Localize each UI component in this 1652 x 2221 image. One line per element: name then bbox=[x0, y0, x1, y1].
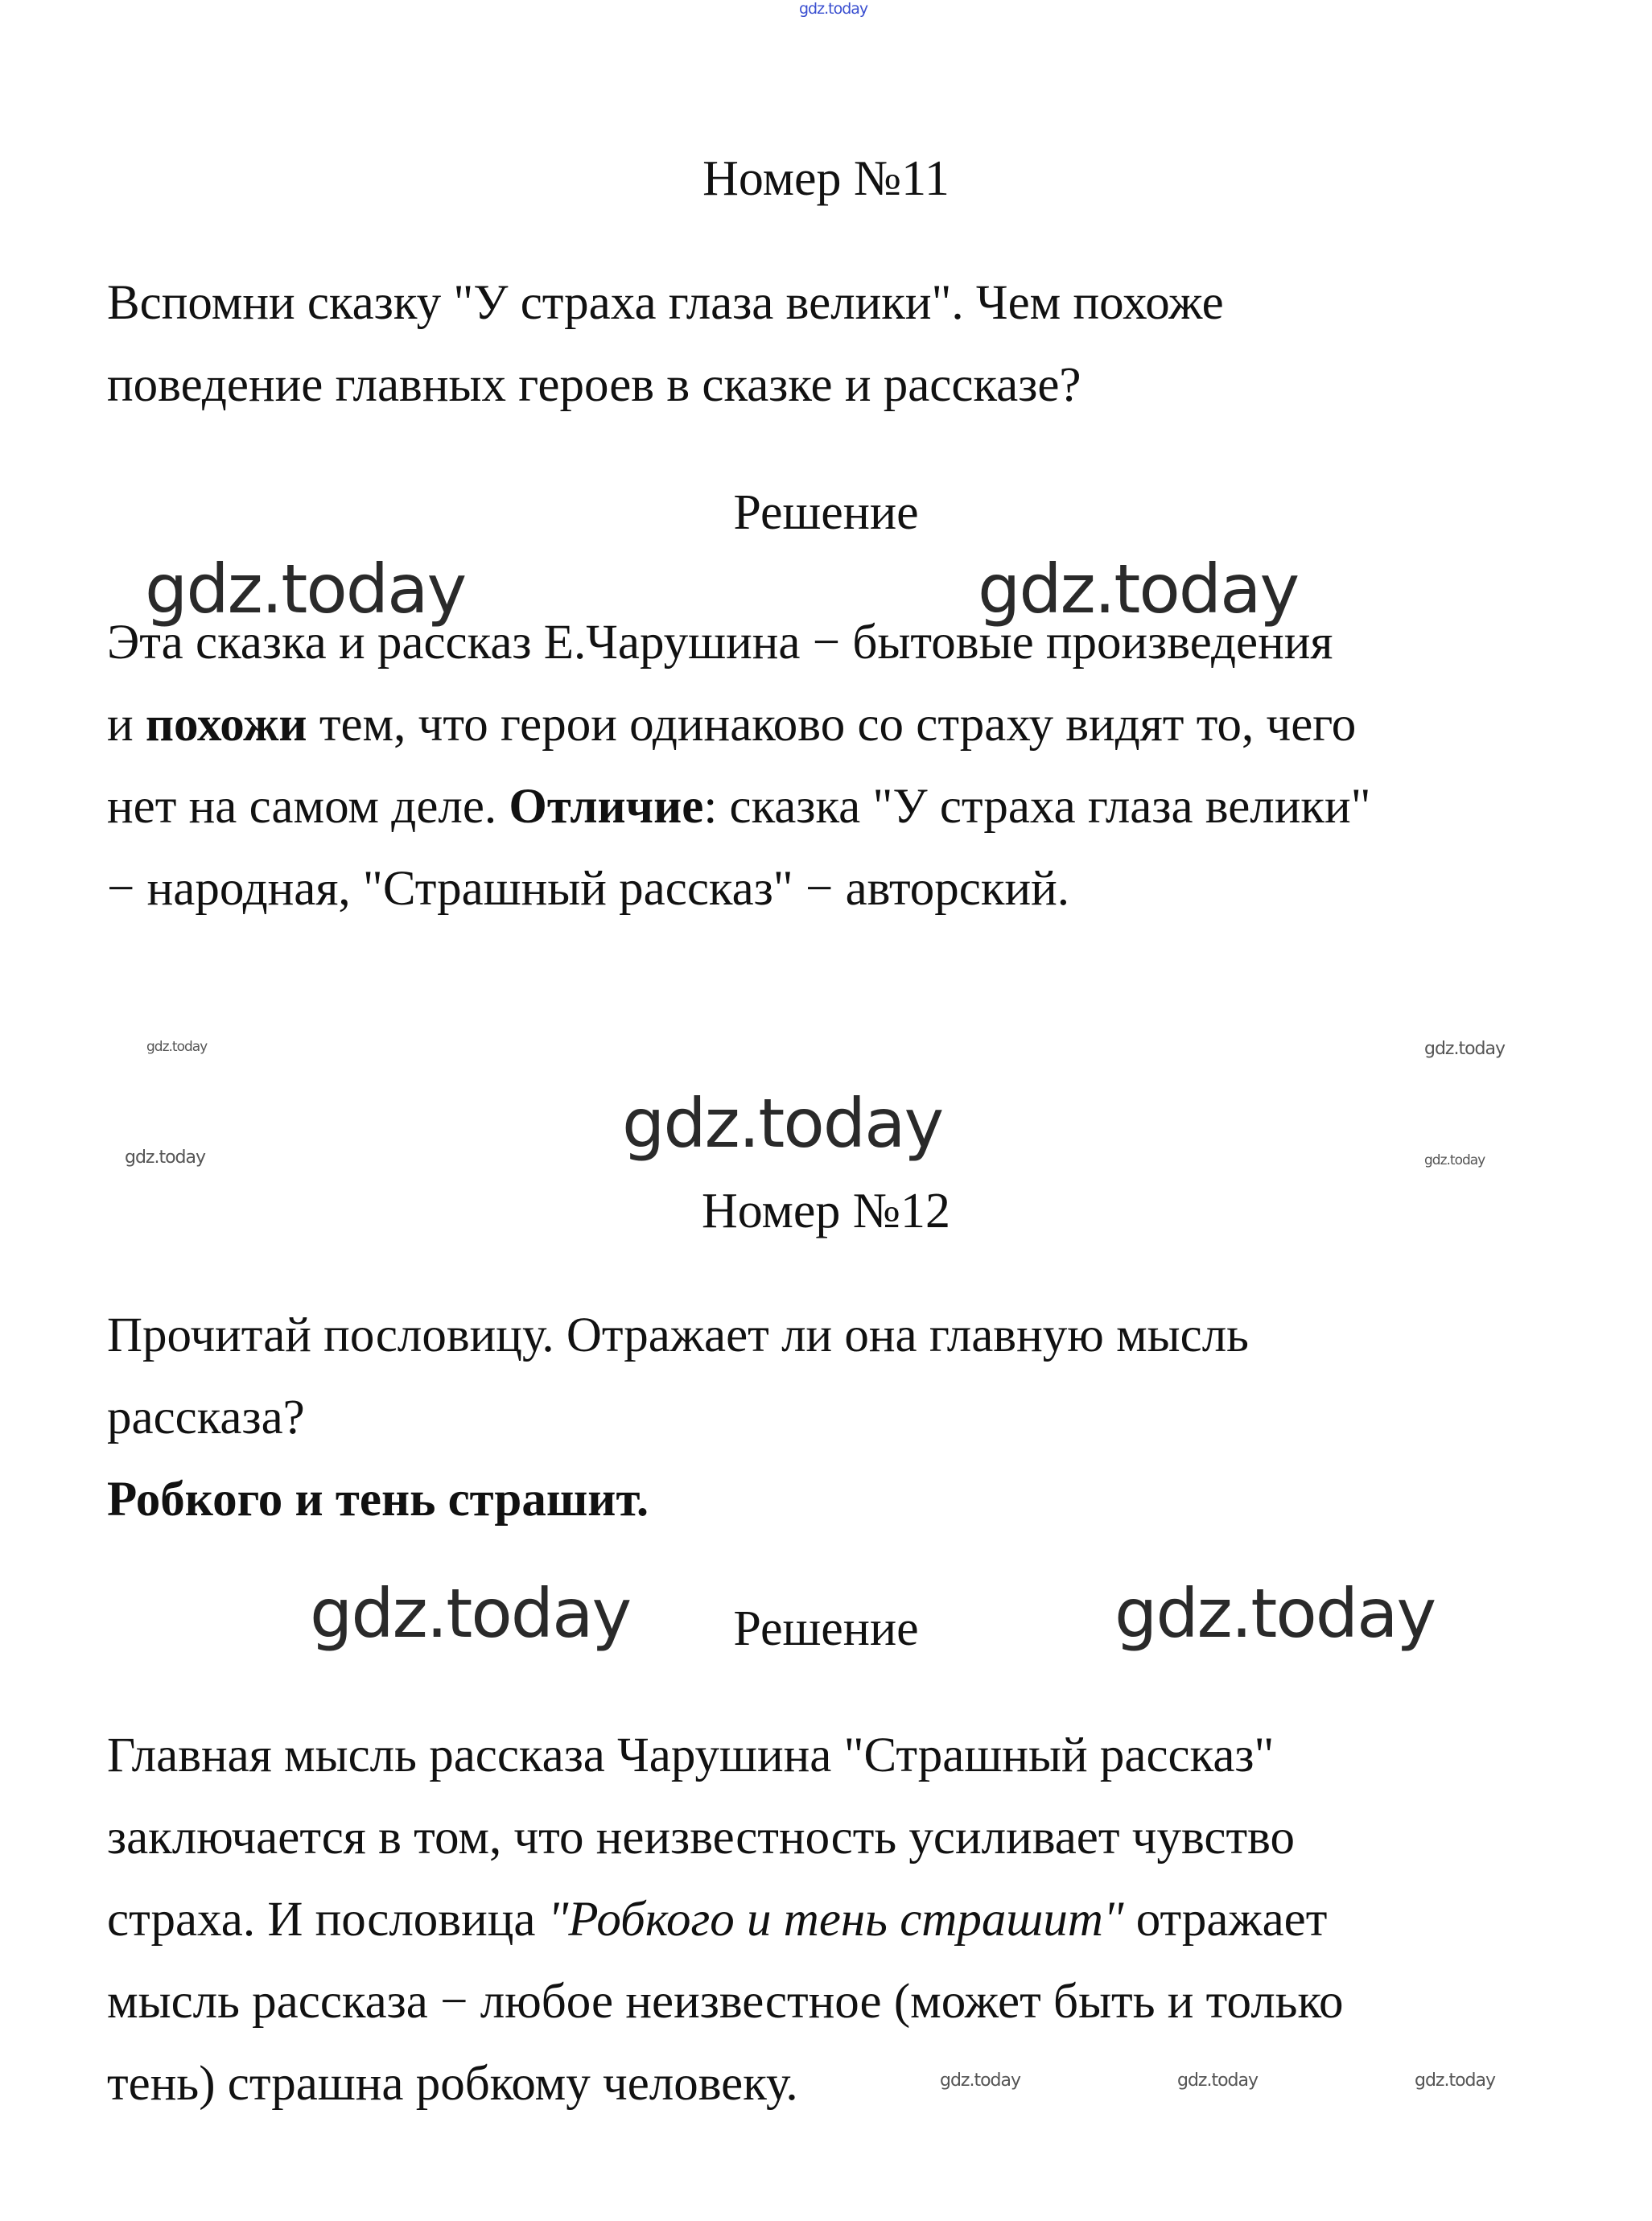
task12-answer-line-5: тень) страшна робкому человеку. bbox=[107, 2057, 798, 2111]
watermark-large-center: gdz.today bbox=[622, 1084, 943, 1163]
task11-answer bbox=[107, 602, 1555, 930]
task11-answer-line-1: Эта сказка и рассказ Е.Чарушина − бытовые произведения bbox=[107, 616, 1333, 670]
task11-answer-line-2: и похожи тем, что герои одинаково со страху видят то, чего bbox=[107, 698, 1357, 752]
watermark-large-left-2: gdz.today bbox=[310, 1574, 631, 1653]
watermark-large-right: gdz.today bbox=[978, 550, 1299, 628]
task12-answer-line-2: заключается в том, что неизвестность усиливает чувство bbox=[107, 1811, 1296, 1865]
task12-solution-label: Решение bbox=[733, 1601, 919, 1656]
watermark-large-right-2: gdz.today bbox=[1114, 1574, 1436, 1653]
task11-answer-line-4: − народная, "Страшный рассказ" − авторский. bbox=[107, 862, 1070, 916]
task12-answer-line-4: мысль рассказа − любое неизвестное (может быть и только bbox=[107, 1975, 1344, 2029]
task12-question bbox=[107, 1295, 1555, 1459]
watermark-small-left-2: gdz.today bbox=[125, 1148, 206, 1168]
watermark-small-right-1: gdz.today bbox=[1424, 1039, 1506, 1059]
task11-solution-label: Решение bbox=[733, 485, 919, 540]
italic-proverb: "Робкого и тень страшит" bbox=[547, 1893, 1124, 1947]
watermark-top: gdz.today bbox=[799, 0, 868, 18]
task12-question-line: рассказа? bbox=[107, 1391, 305, 1444]
task12-answer-line-3: страха. И пословица "Робкого и тень страшит" отражает bbox=[107, 1893, 1328, 1947]
task11-question-line: поведение главных героев в сказке и рассказе? bbox=[107, 358, 1081, 412]
watermark-small-left-1: gdz.today bbox=[146, 1039, 208, 1055]
watermark-large-left: gdz.today bbox=[145, 550, 466, 628]
task12-answer bbox=[107, 1715, 1555, 2125]
task12-question-line: Прочитай пословицу. Отражает ли она главную мысль bbox=[107, 1308, 1249, 1362]
bold-difference: Отличие bbox=[509, 780, 704, 834]
task12-title: Номер №12 bbox=[701, 1184, 950, 1238]
task11-question-line: Вспомни сказку "У страха глаза велики". Чем похоже bbox=[107, 276, 1224, 330]
watermark-small-right-2: gdz.today bbox=[1424, 1152, 1485, 1168]
task12-proverb bbox=[107, 1459, 1555, 1541]
task11-answer-line-3: нет на самом деле. Отличие: сказка "У страха глаза велики" bbox=[107, 780, 1371, 834]
watermark-bottom-3: gdz.today bbox=[1415, 2071, 1496, 2091]
task11-question bbox=[107, 262, 1555, 426]
watermark-bottom-2: gdz.today bbox=[1177, 2071, 1259, 2091]
bold-similar: похожи bbox=[145, 698, 307, 752]
watermark-bottom-1: gdz.today bbox=[940, 2071, 1021, 2091]
task12-answer-line-1: Главная мысль рассказа Чарушина "Страшный рассказ" bbox=[107, 1729, 1275, 1782]
proverb-text: Робкого и тень страшит. bbox=[107, 1473, 649, 1527]
task11-title: Номер №11 bbox=[702, 151, 950, 206]
